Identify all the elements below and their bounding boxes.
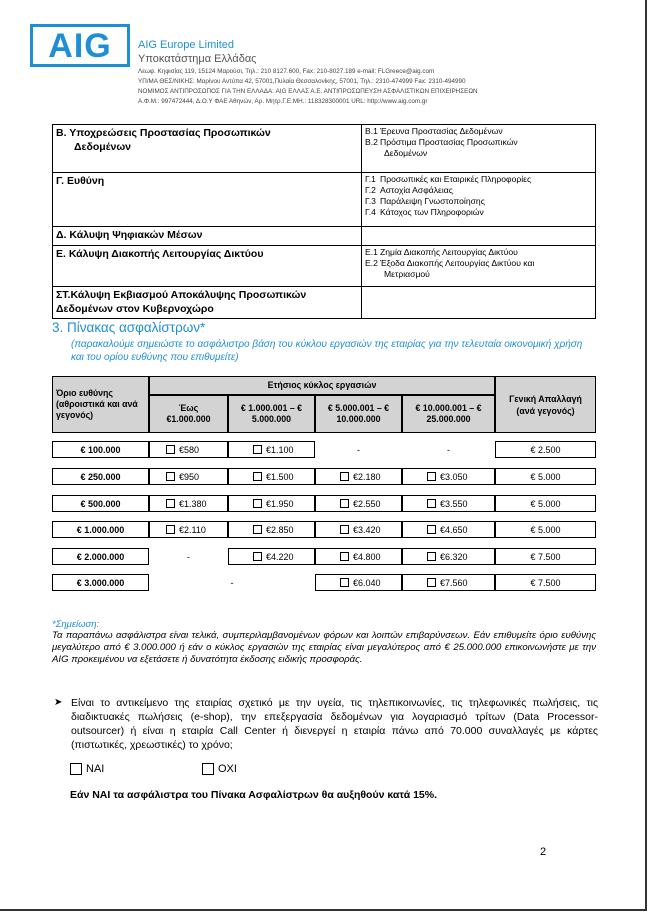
checkbox[interactable] [340,552,349,561]
limit-header: Όριο ευθύνης (αθροιστικά και ανά γεγονός) [52,376,149,433]
header-line: Λεωφ. Κηφισίας 119, 15124 Μαρούσι, Τηλ.: 210 8127.600, Fax: 210-8027.189 e-mail: FLGreece@aig.com [138,68,435,75]
checkbox[interactable] [427,472,436,481]
table-row: € 2.000.000 - €4.220 €4.800 €6.320 € 7.500 [52,548,596,565]
checkbox[interactable] [340,525,349,534]
checkbox[interactable] [340,578,349,587]
premium-option[interactable]: €3.420 [315,521,402,538]
premium-option[interactable]: €3.050 [402,468,495,485]
table-row: € 3.000.000 - €6.040 €7.560 € 7.500 [52,574,596,591]
premium-option[interactable]: €6.320 [402,548,495,565]
deductible-header: Γενική Απαλλαγή (ανά γεγονός) [495,376,596,433]
premium-option[interactable]: €2.110 [149,521,228,538]
premium-table [52,376,596,596]
turnover-col-4: € 10.000.001 – € 25.000.000 [402,395,495,433]
section-title: 3. Πίνακας ασφαλίστρων* [52,320,206,335]
checkbox[interactable] [166,525,175,534]
premium-option[interactable]: €1.380 [149,495,228,512]
premium-option[interactable]: €6.040 [315,574,402,591]
header-line: ΝΟΜΙΜΟΣ ΑΝΤΙΠΡΟΣΩΠΟΣ ΓΙΑ ΤΗΝ ΕΛΛΑΔΑ: AIG ΕΛΛΑΣ Α.Ε. ΑΝΤΙΠΡΟΣΩΠΕΥΣΗ ΑΣΦΑΛΙΣΤΙΚΩΝ ΕΠΙΧΕΙΡΗΣΕΩΝ [138,88,478,95]
table-row: € 1.000.000 €2.110 €2.850 €3.420 €4.650 € 5.000 [52,521,596,538]
turnover-header: Ετήσιος κύκλος εργασιών [149,376,495,395]
premium-option[interactable]: €1.100 [228,441,315,458]
checkbox[interactable] [427,499,436,508]
coverage-row-g: Γ. Ευθύνη Γ.1 Προσωπικές και Εταιρικές Πληροφορίες Γ.2 Αστοχία Ασφάλειας Γ.3 Παράλειψη Γνωστοποίησης Γ.4 Κάτοχος των Πληροφοριών [53,173,596,227]
premium-option[interactable]: €2.550 [315,495,402,512]
table-row: € 100.000 €580 €1.100 - - € 2.500 [52,441,596,458]
coverage-row-st: ΣΤ.Κάλυψη Εκβιασμού Αποκάλυψης Προσωπικών Δεδομένων στον Κυβερνοχώρο [53,287,596,319]
checkbox[interactable] [253,499,262,508]
checkbox[interactable] [427,578,436,587]
coverage-row-d: Δ. Κάλυψη Ψηφιακών Μέσων [53,227,596,246]
question-block [54,696,598,752]
no-checkbox[interactable] [202,763,214,775]
checkbox[interactable] [427,525,436,534]
checkbox[interactable] [166,472,175,481]
premium-option[interactable]: €3.550 [402,495,495,512]
no-option[interactable]: ΟΧΙ [202,763,237,775]
company-branch: Υποκατάστημα Ελλάδας [138,53,257,65]
checkbox[interactable] [427,552,436,561]
checkbox[interactable] [253,472,262,481]
question-text: Είναι το αντικείμενο της εταιρίας σχετικό με την υγεία, τις τηλεπικοινωνίες, τις τηλεφωνικές πωλήσεις, τις διαδικτυακές πωλήσεις (e-shop), την επεξεργασία δεδομένων για λογαριασμό τρίτων (Data Processor-outsourcer) ή είναι η εταιρία Call Center ή διενεργεί η εταιρία πάνω από 70.000 συναλλαγές με κάρτες (πιστωτικές, χρεωστικές) το χρόνο; [71,697,598,751]
premium-option[interactable]: €1.500 [228,468,315,485]
premium-option[interactable]: €580 [149,441,228,458]
coverage-row-e: Ε. Κάλυψη Διακοπής Λειτουργίας Δικτύου Ε.1 Ζημία Διακοπής Λειτουργίας Δικτύου Ε.2 Έξοδα Διακοπής Λειτουργίας Δικτύου και Μετριασμού [53,246,596,287]
coverage-row-b: Β. Υποχρεώσεις Προστασίας Προσωπικών Δεδομένων Β.1 Έρευνα Προστασίας Δεδομένων Β.2 Πρόστιμα Προστασίας Προσωπικών Δεδομένων [53,125,596,173]
premium-option[interactable]: €2.850 [228,521,315,538]
premium-option[interactable]: €1.950 [228,495,315,512]
premium-option[interactable]: €4.220 [228,548,315,565]
note-heading: *Σημείωση: [52,619,100,630]
turnover-col-1: Έως €1.000.000 [149,395,228,433]
section-instruction: (παρακαλούμε σημειώστε το ασφάλιστρο βάση του κύκλου εργασιών της εταιρίας για την τελευταία οικονομική χρήση και του ορίου ευθύνης που επιθυμείτε) [71,339,583,363]
turnover-col-2: € 1.000.001 – € 5.000.000 [228,395,315,433]
premium-option[interactable]: €2.180 [315,468,402,485]
yes-checkbox[interactable] [70,763,82,775]
arrow-bullet-icon: ➤ [54,697,63,708]
premium-option[interactable]: €950 [149,468,228,485]
yes-option[interactable]: ΝΑΙ [70,763,104,775]
checkbox[interactable] [340,499,349,508]
checkbox[interactable] [253,552,262,561]
checkbox[interactable] [166,499,175,508]
header-line: Α.Φ.Μ.: 997472444, Δ.Ο.Υ ΦΑΕ Αθηνών, Αρ. Μητρ.Γ.Ε.ΜΗ.: 118328300001 URL: http://www.aig.com.gr [138,98,428,105]
checkbox[interactable] [340,472,349,481]
table-row: € 250.000 €950 €1.500 €2.180 €3.050 € 5.000 [52,468,596,485]
table-row: € 500.000 €1.380 €1.950 €2.550 €3.550 € 5.000 [52,495,596,512]
premium-option[interactable]: €4.800 [315,548,402,565]
company-name: AIG Europe Limited [138,39,234,51]
coverage-table [52,124,596,319]
turnover-col-3: € 5.000.001 – € 10.000.000 [315,395,402,433]
header-line: ΥΠ/ΜΑ ΘΕΣ/ΝΙΚΗΣ: Μαρίνου Αντύπα 42, 57001,Πυλαία Θεσσαλονίκης, 57001, Τηλ.: 2310-474999 Fax: 2310-494990 [138,78,466,85]
checkbox[interactable] [253,525,262,534]
checkbox[interactable] [166,445,175,454]
premium-option[interactable]: €4.650 [402,521,495,538]
aig-logo: AIG [30,24,130,67]
page-number: 2 [540,846,547,858]
premium-option[interactable]: €7.560 [402,574,495,591]
checkbox[interactable] [253,445,262,454]
surcharge-notice: Εάν ΝΑΙ τα ασφάλιστρα του Πίνακα Ασφαλίστρων θα αυξηθούν κατά 15%. [70,789,437,801]
note-body: Τα παραπάνω ασφάλιστρα είναι τελικά, συμπεριλαμβανομένων φόρων και λοιπών επιβαρύνσεων. Εάν επιθυμείτε όριο ευθύνης μεγαλύτερο από € 3.000.000 ή εάν ο κύκλος εργασιών της εταιρίας είναι μεγαλύτερος από € 25.000.000 επικοινωνήστε με την AIG προκειμένου να εξετάσετε ή δυνατότητα έκδοσης ειδικής προσφοράς. [52,630,596,665]
